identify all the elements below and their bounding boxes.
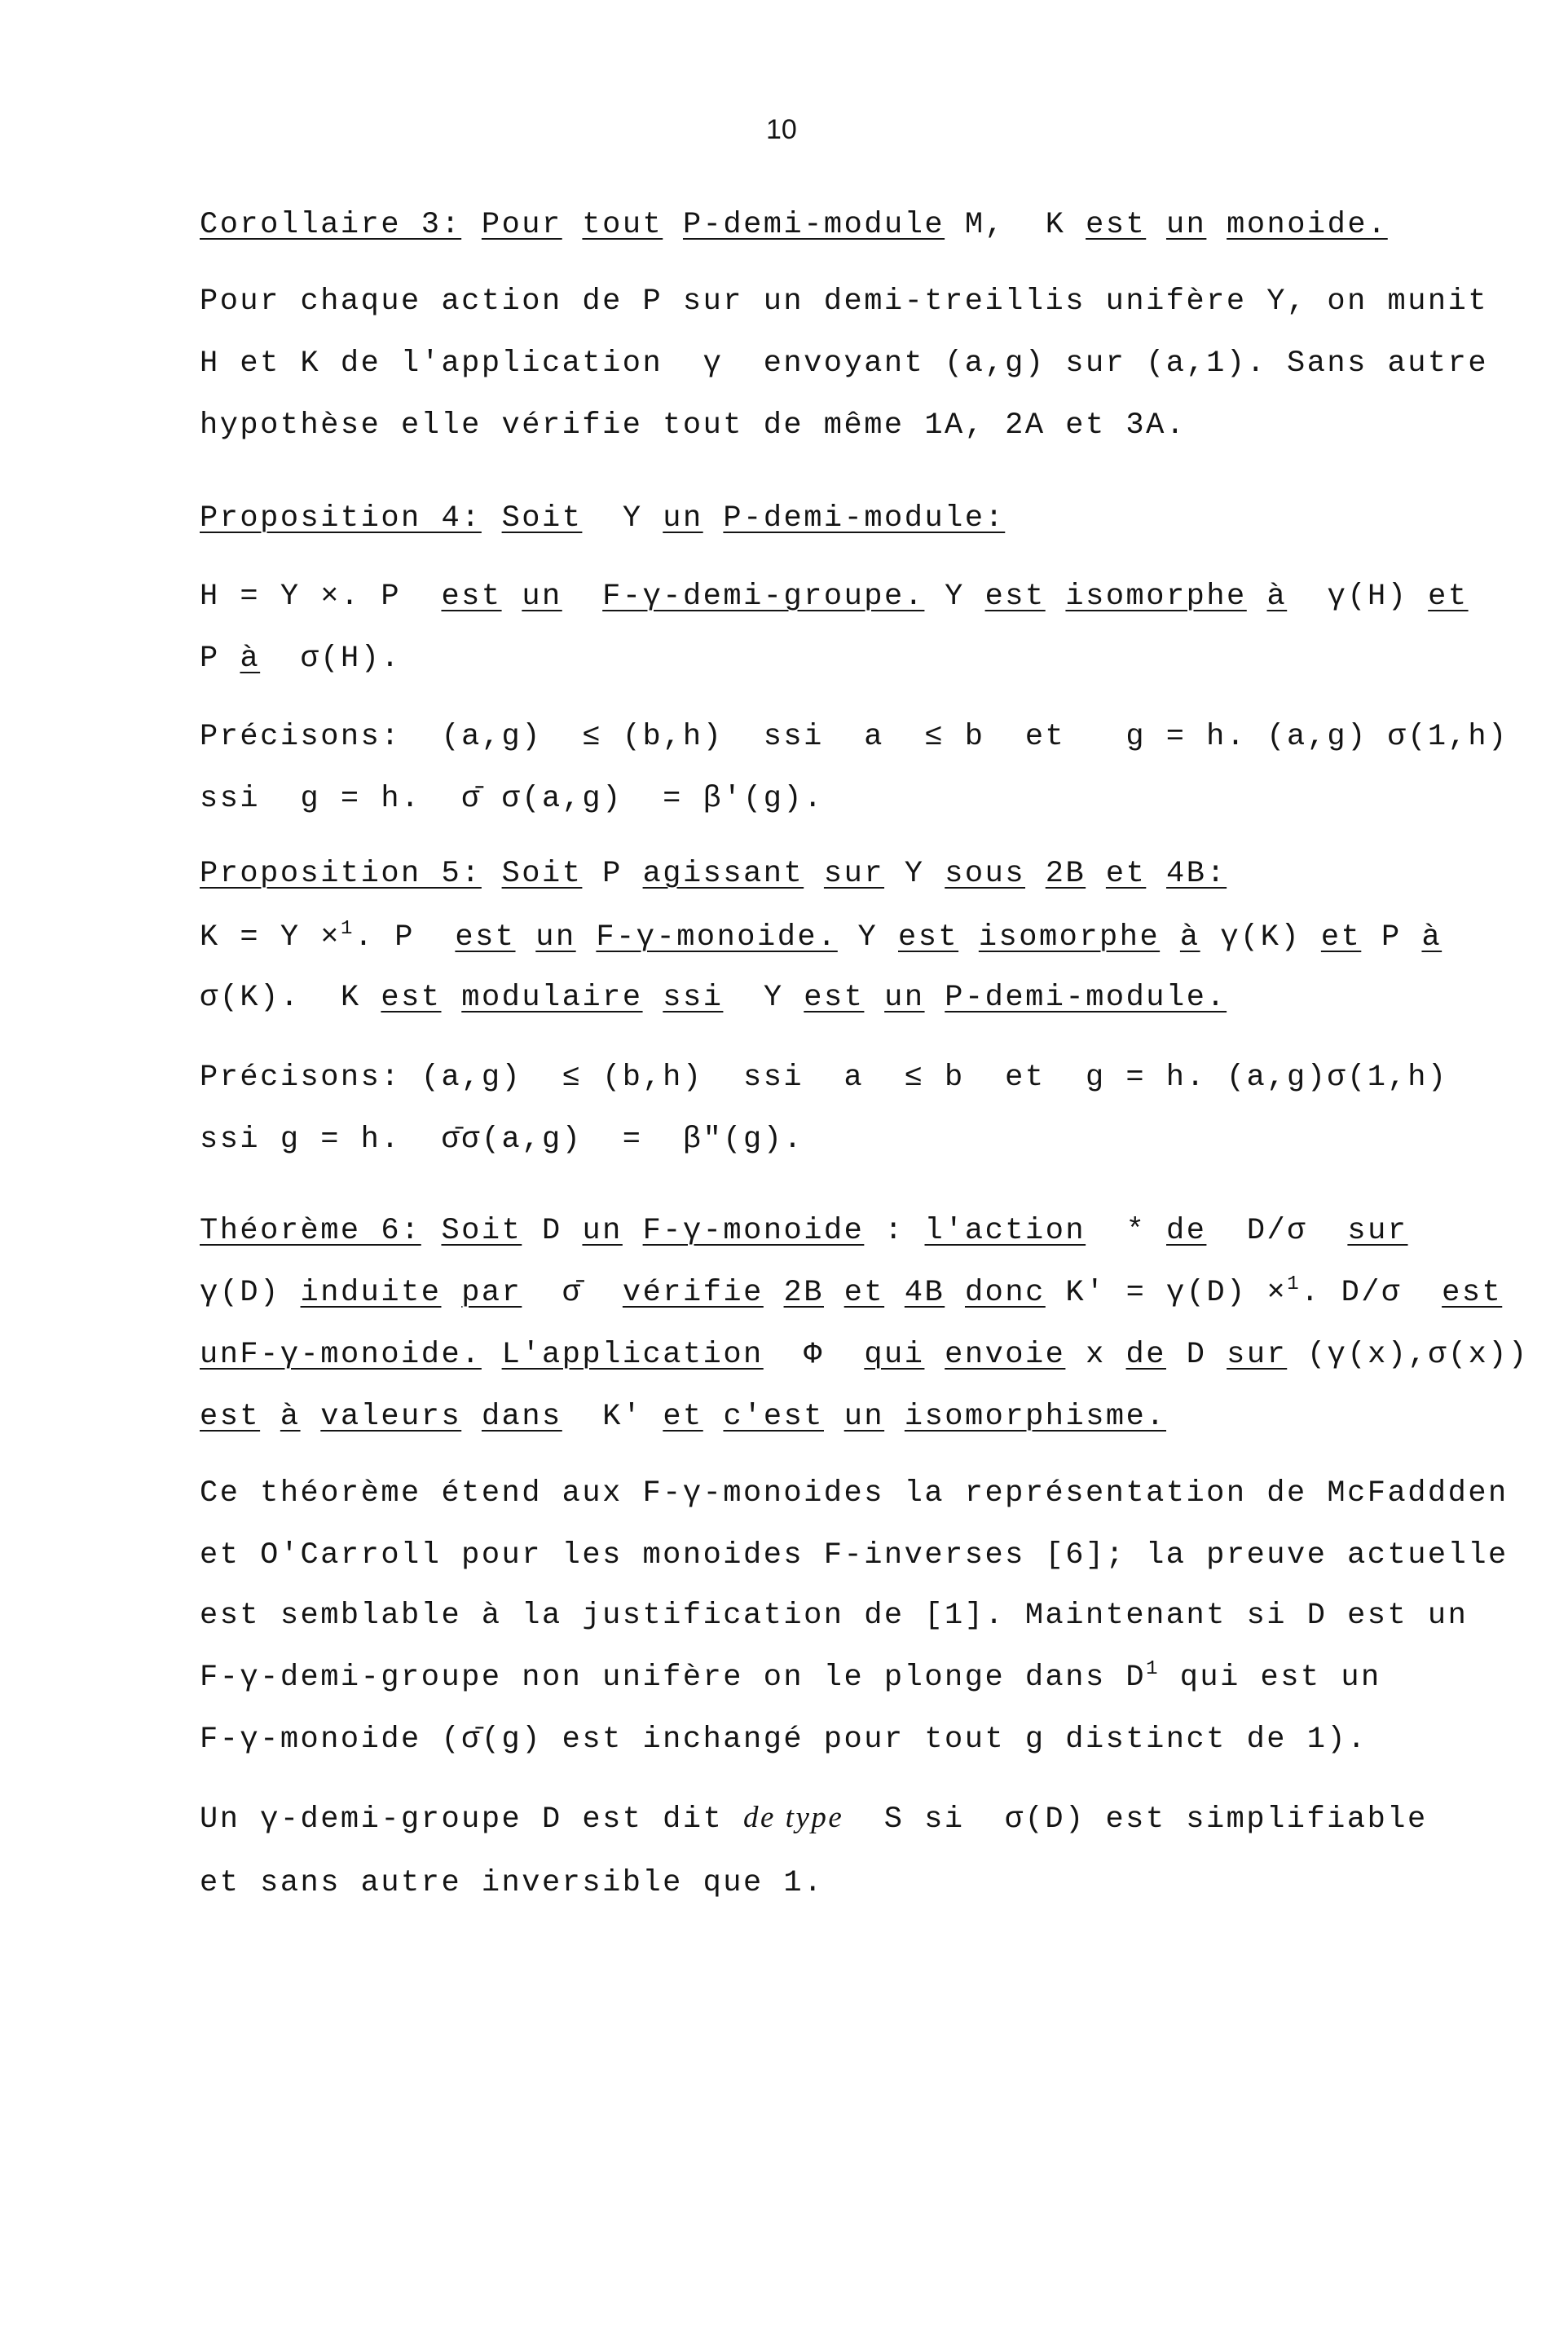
theoreme-6-line1	[200, 1211, 1408, 1251]
page-number: 10	[766, 114, 797, 145]
word: L'application	[501, 1338, 764, 1372]
word: à	[1421, 920, 1442, 955]
formula: H = Y ×. P	[200, 580, 402, 614]
para2-line3: est semblable à la justification de [1]. Maintenant si D est un	[200, 1599, 1469, 1633]
theoreme-6-line2	[200, 1273, 1502, 1312]
word: P-demi-module:	[723, 501, 1006, 536]
word: est	[455, 920, 516, 955]
word: :	[884, 1214, 905, 1248]
word: tout	[582, 208, 663, 242]
word: de	[1125, 1338, 1166, 1372]
word: à	[240, 642, 261, 676]
proposition-5-line3	[200, 978, 1227, 1017]
text: S si σ(D) est simplifiable	[843, 1802, 1428, 1837]
proposition-5-line2	[200, 918, 1442, 957]
word: sur	[1227, 1338, 1288, 1372]
para2-line1: Ce théorème étend aux F-γ-monoides la représentation de McFaddden	[200, 1476, 1509, 1511]
word: Y	[763, 981, 784, 1015]
corollaire-label: Corollaire 3:	[200, 208, 462, 242]
word: à	[1266, 580, 1288, 614]
word: 4B	[904, 1276, 945, 1310]
word: isomorphe	[978, 920, 1161, 955]
para3-line1	[200, 1798, 1428, 1839]
superscript: 1	[340, 918, 355, 940]
word: un	[522, 580, 562, 614]
formula: K = Y ×	[200, 920, 341, 955]
word: un	[1165, 208, 1207, 242]
word: isomorphisme.	[904, 1400, 1167, 1434]
word: sous	[945, 857, 1026, 891]
word: F-γ-demi-groupe.	[602, 580, 925, 614]
word: est	[1442, 1276, 1503, 1310]
word: un	[843, 1400, 885, 1434]
word: Y	[904, 857, 925, 891]
word: ssi	[663, 981, 724, 1015]
word: est	[804, 981, 865, 1015]
word: 4B:	[1166, 857, 1227, 891]
italic-text: de type	[743, 1801, 844, 1834]
formula: γ(D)	[200, 1276, 280, 1310]
para3-line2: et sans autre inversible que 1.	[200, 1866, 824, 1900]
proposition-label: Proposition 4:	[200, 501, 482, 536]
word: Y	[857, 920, 879, 955]
word: sur	[1347, 1214, 1408, 1248]
word: un	[200, 1338, 240, 1372]
word: P	[200, 642, 220, 676]
word: sur	[823, 857, 885, 891]
word: D	[542, 1214, 562, 1248]
formula: Φ	[804, 1338, 824, 1372]
word: M,	[964, 208, 1006, 242]
precisons-1-line2: ssi g = h. σ̄ σ(a,g) = β'(g).	[200, 782, 824, 816]
word: vérifie	[622, 1276, 764, 1310]
word: à	[280, 1400, 301, 1434]
word: Pour	[481, 208, 562, 242]
word: Soit	[501, 501, 583, 536]
formula: . P	[354, 920, 415, 955]
word: F-γ-monoide.	[596, 920, 838, 955]
text: Un γ-demi-groupe D est dit	[200, 1802, 743, 1837]
text: F-γ-demi-groupe non unifère on le plonge dans D	[200, 1661, 1147, 1695]
proposition-label: Proposition 5:	[200, 857, 482, 891]
word: agissant	[642, 857, 804, 891]
word: un	[582, 1214, 623, 1248]
word: 2B	[783, 1276, 824, 1310]
word: Y	[945, 580, 965, 614]
word: F-γ-monoide.	[240, 1338, 482, 1372]
theoreme-6-line3	[200, 1335, 1529, 1374]
word: D	[1186, 1338, 1207, 1372]
word: et	[1105, 857, 1147, 891]
theorem-label: Théorème 6:	[200, 1214, 421, 1248]
formula: γ(H)	[1327, 580, 1408, 614]
word: qui	[864, 1338, 925, 1372]
word: est	[441, 580, 502, 614]
formula: σ̄	[562, 1276, 583, 1310]
word: donc	[964, 1276, 1046, 1310]
word: est	[897, 920, 959, 955]
word: est	[1086, 208, 1147, 242]
word: un	[663, 501, 703, 536]
precisons-1-line1: Précisons: (a,g) ≤ (b,h) ssi a ≤ b et g = h. (a,g) σ(1,h)	[200, 720, 1509, 754]
para2-line4	[200, 1658, 1381, 1697]
word: à	[1179, 920, 1200, 955]
para2-line2: et O'Carroll pour les monoides F-inverses [6]; la preuve actuelle	[200, 1538, 1509, 1573]
formula: . D/σ	[1301, 1276, 1402, 1310]
word: x	[1086, 1338, 1106, 1372]
word: et	[663, 1400, 703, 1434]
word: et	[1320, 920, 1362, 955]
para1-line1: Pour chaque action de P sur un demi-treillis unifère Y, on munit	[200, 285, 1489, 319]
word: est	[984, 580, 1046, 614]
word: est	[200, 1400, 261, 1434]
word: est	[381, 981, 442, 1015]
formula: K'	[602, 1400, 643, 1434]
word: un	[535, 920, 576, 955]
word: envoie	[945, 1338, 1066, 1372]
formula: σ(H).	[300, 642, 402, 676]
word: K	[340, 981, 361, 1015]
word: Soit	[501, 857, 583, 891]
word: Soit	[441, 1214, 522, 1248]
corollaire-3	[200, 205, 1388, 245]
word: un	[884, 981, 925, 1015]
superscript: 1	[1146, 1658, 1160, 1680]
text: qui est un	[1159, 1661, 1381, 1695]
word: K	[1045, 208, 1066, 242]
word: par	[461, 1276, 522, 1310]
word: 2B	[1045, 857, 1086, 891]
word: et	[1428, 580, 1469, 614]
word: Y	[622, 501, 643, 536]
theoreme-6-line4	[200, 1397, 1166, 1436]
superscript: 1	[1287, 1273, 1302, 1295]
word: *	[1125, 1214, 1147, 1248]
word: induite	[300, 1276, 442, 1310]
word: P-demi-module.	[945, 981, 1227, 1015]
formula: (γ(x),σ(x))	[1306, 1338, 1529, 1372]
word: dans	[481, 1400, 562, 1434]
proposition-5-line1	[200, 854, 1227, 893]
para1-line3: hypothèse elle vérifie tout de même 1A, 2A et 3A.	[200, 408, 1187, 443]
precisons-2-line1: Précisons: (a,g) ≤ (b,h) ssi a ≤ b et g = h. (a,g)σ(1,h)	[200, 1061, 1448, 1095]
word: P	[1381, 920, 1402, 955]
word: valeurs	[320, 1400, 462, 1434]
formula: K' = γ(D) ×	[1065, 1276, 1288, 1310]
word: P-demi-module	[682, 208, 945, 242]
word: c'est	[723, 1400, 824, 1434]
para2-line5: F-γ-monoide (σ̄(g) est inchangé pour tout g distinct de 1).	[200, 1723, 1368, 1757]
word: isomorphe	[1065, 580, 1247, 614]
word: P	[602, 857, 623, 891]
word: F-γ-monoide	[642, 1214, 865, 1248]
word: l'action	[924, 1214, 1086, 1248]
word: modulaire	[461, 981, 643, 1015]
word: et	[843, 1276, 885, 1310]
para1-line2: H et K de l'application γ envoyant (a,g) sur (a,1). Sans autre	[200, 346, 1489, 381]
proposition-4-line2	[200, 577, 1469, 616]
formula: D/σ	[1246, 1214, 1307, 1248]
precisons-2-line2: ssi g = h. σ̄σ(a,g) = β"(g).	[200, 1123, 804, 1157]
proposition-4-line1	[200, 499, 1005, 538]
formula: γ(K)	[1220, 920, 1302, 955]
proposition-4-line3	[200, 639, 401, 678]
word: monoide.	[1227, 208, 1388, 242]
word: de	[1166, 1214, 1207, 1248]
formula: σ(K).	[200, 981, 301, 1015]
